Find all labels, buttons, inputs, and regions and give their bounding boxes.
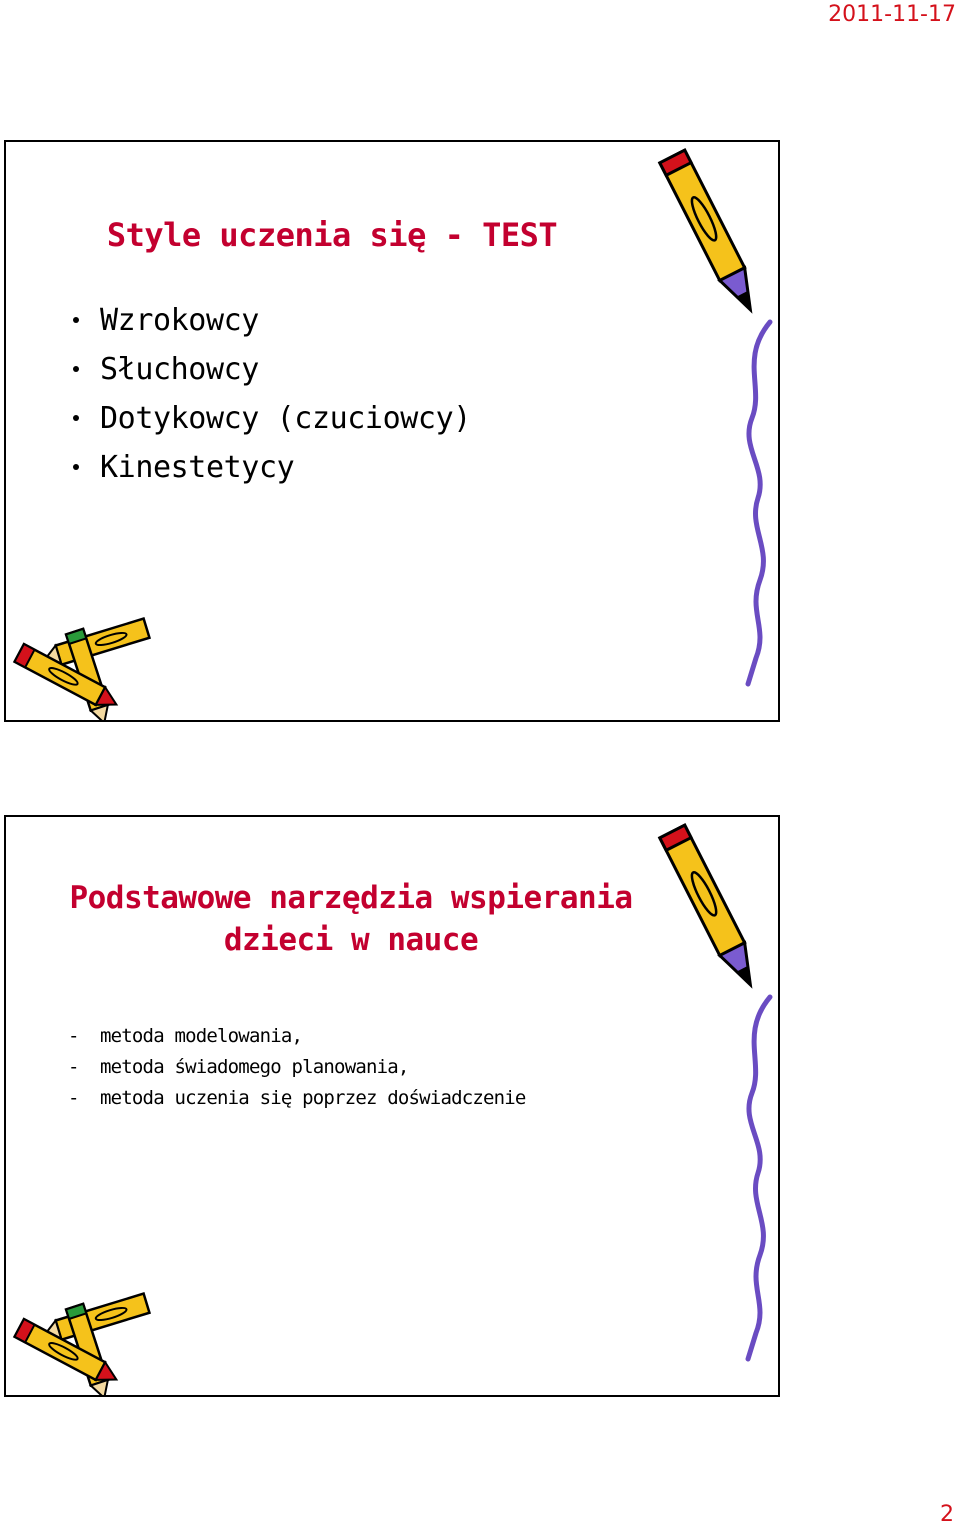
slide-1-title: Style uczenia się - TEST [106, 216, 558, 254]
list-dash: - [68, 1056, 79, 1078]
slide-2-title [6, 877, 696, 961]
list-dash: - [68, 1025, 79, 1047]
list-dash: - [68, 1087, 79, 1109]
list-item-text: metoda uczenia się poprzez doświadczenie [100, 1087, 526, 1109]
slide-2-title-line-2: dzieci w nauce [223, 922, 479, 958]
squiggle-line-icon [734, 318, 778, 688]
pencil-clipart-icon [654, 142, 774, 326]
bullet-item: Słuchowcy [70, 345, 471, 394]
bullet-item: Wzrokowcy [70, 296, 471, 345]
crossed-pencils-icon [6, 610, 166, 720]
list-item-text: metoda świadomego planowania, [100, 1056, 409, 1078]
pencil-clipart-icon [654, 817, 774, 1001]
slide-2 [4, 815, 780, 1397]
slide-2-dash-list [68, 1021, 526, 1114]
list-item [68, 1083, 526, 1114]
slide-2-title-line-1: Podstawowe narzędzia wspierania [69, 880, 633, 916]
list-item [68, 1021, 526, 1052]
page-number: 2 [940, 1502, 954, 1527]
bullet-item: Kinestetycy [70, 443, 471, 492]
bullet-item: Dotykowcy (czuciowcy) [70, 394, 471, 443]
slide-1 [4, 140, 780, 722]
slide-1-bullet-list [70, 296, 471, 492]
crossed-pencils-icon [6, 1285, 166, 1395]
list-item [68, 1052, 526, 1083]
squiggle-line-icon [734, 993, 778, 1363]
list-item-text: metoda modelowania, [100, 1025, 303, 1047]
document-date: 2011-11-17 [828, 2, 956, 27]
